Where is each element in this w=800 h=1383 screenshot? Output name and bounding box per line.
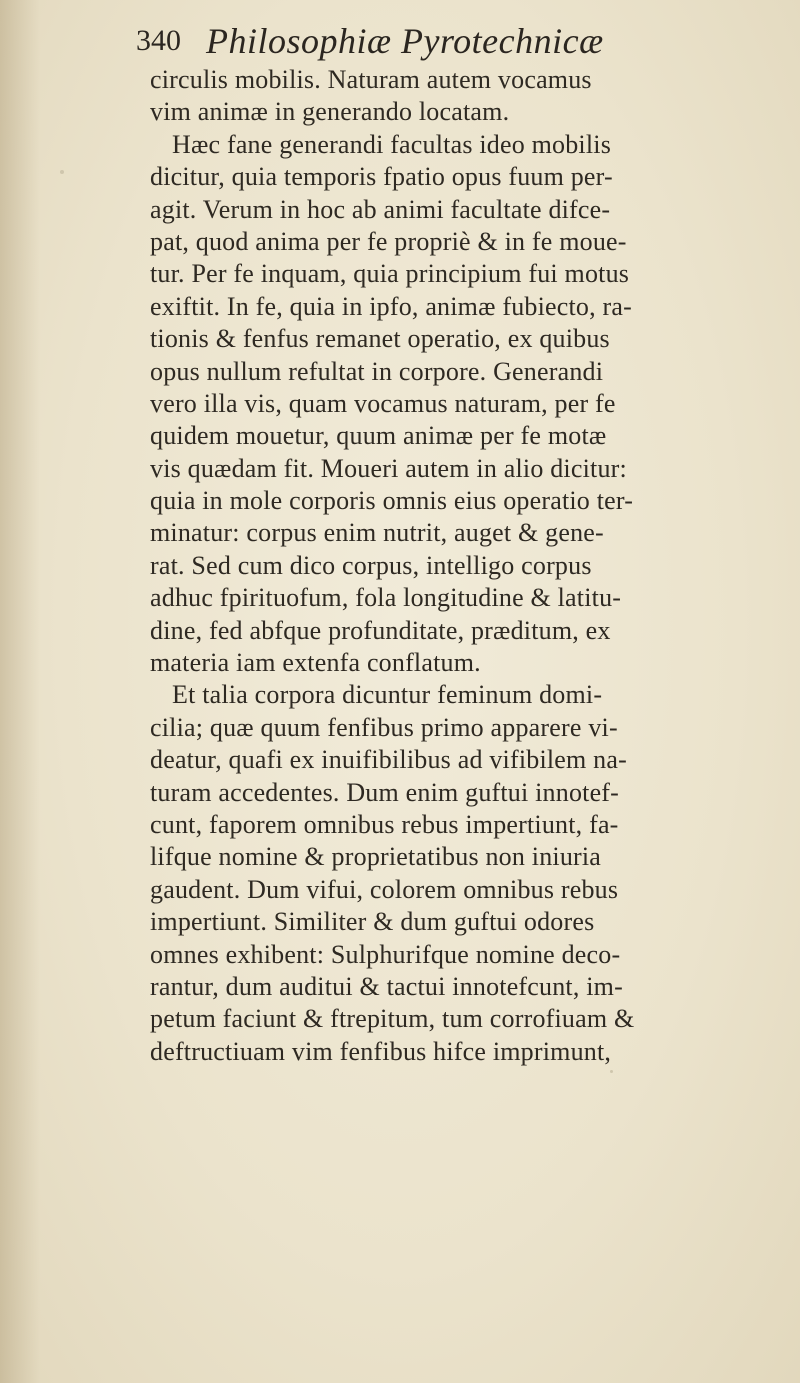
body-text: [150, 64, 750, 1068]
text-line: circulis mobilis. Naturam autem vocamus: [150, 65, 592, 94]
text-line-paragraph-start: Et talia corpora dicuntur feminum domi-: [172, 680, 603, 710]
text-line: impertiunt. Similiter & dum guftui odores: [150, 907, 595, 937]
text-line: vis quædam fit. Moueri autem in alio dicitur:: [150, 453, 627, 483]
text-line: opus nullum refultat in corpore. Generandi: [150, 356, 604, 386]
text-line: turam accedentes. Dum enim guftui innotef-: [150, 777, 620, 807]
text-line: minatur: corpus enim nutrit, auget & gene-: [150, 518, 604, 548]
text-line: materia iam extenfa conflatum.: [150, 648, 481, 678]
text-line: deftructiuam vim fenfibus hifce imprimunt,: [150, 1036, 612, 1066]
text-line: agit. Verum in hoc ab animi facultate difce-: [150, 194, 611, 224]
text-line: gaudent. Dum vifui, colorem omnibus rebus: [150, 874, 619, 904]
text-line: vero illa vis, quam vocamus naturam, per fe: [150, 388, 616, 418]
text-line: cunt, faporem omnibus rebus impertiunt, fa-: [150, 809, 619, 839]
text-line: dicitur, quia temporis fpatio opus fuum per-: [150, 162, 613, 192]
page-header: [136, 18, 756, 64]
text-line: vim animæ in generando locatam.: [150, 97, 510, 127]
text-line: deatur, quafi ex inuifibilibus ad vifibilem na-: [150, 745, 627, 775]
text-line: quia in mole corporis omnis eius operatio ter-: [150, 486, 634, 516]
text-line: tionis & fenfus remanet operatio, ex quibus: [150, 324, 610, 354]
text-line: rantur, dum auditui & tactui innotefcunt, im-: [150, 971, 623, 1001]
text-line: rat. Sed cum dico corpus, intelligo corpus: [150, 550, 592, 580]
text-line: lifque nomine & proprietatibus non iniuria: [150, 842, 602, 872]
running-title: Philosophiæ Pyrotechnicæ: [206, 21, 604, 61]
text-line: omnes exhibent: Sulphurifque nomine deco-: [150, 939, 621, 969]
text-line: exiftit. In fe, quia in ipfo, animæ fubiecto, ra-: [150, 291, 632, 321]
spine-shadow: [0, 0, 40, 1383]
text-line: petum faciunt & ftrepitum, tum corrofiuam &: [150, 1004, 635, 1034]
text-line: adhuc fpirituofum, fola longitudine & latitu-: [150, 583, 622, 613]
text-line: tur. Per fe inquam, quia principium fui motus: [150, 259, 630, 289]
paper-blemish: [610, 1070, 613, 1073]
text-line: pat, quod anima per fe propriè & in fe moue-: [150, 226, 627, 256]
text-line-paragraph-start: Hæc fane generandi facultas ideo mobilis: [172, 129, 612, 159]
text-line: quidem mouetur, quum animæ per fe motæ: [150, 421, 607, 451]
text-line: cilia; quæ quum fenfibus primo apparere vi-: [150, 712, 618, 742]
paper-blemish: [60, 170, 64, 174]
page-number: 340: [136, 24, 181, 57]
text-line: dine, fed abfque profunditate, præditum, ex: [150, 615, 611, 645]
